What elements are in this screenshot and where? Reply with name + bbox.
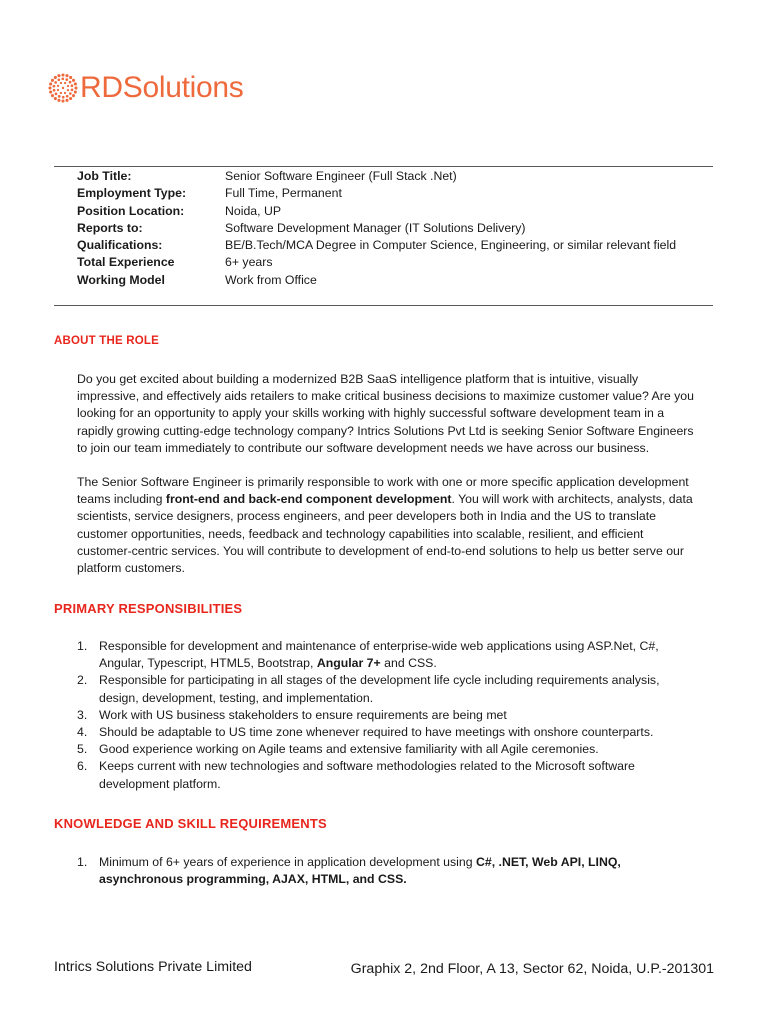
logo-dot: [53, 85, 56, 88]
list-line: [99, 655, 717, 672]
detail-value: 6+ years: [225, 255, 273, 270]
paragraph-line: looking for an opportunity to apply your skills working with highly successful software development team in a: [77, 406, 665, 421]
list-line: development platform.: [99, 776, 221, 791]
logo-dot: [57, 99, 60, 102]
detail-value: Noida, UP: [225, 203, 282, 218]
detail-label: Position Location:: [77, 203, 185, 218]
logo-dot: [61, 73, 64, 76]
logo-dot: [54, 81, 57, 84]
detail-value: BE/B.Tech/MCA Degree in Computer Science, Engineering, or similar relevant field: [225, 238, 677, 253]
list-bold-text: Angular 7+: [316, 656, 381, 671]
logo-dot: [51, 94, 54, 97]
logo-dot: [61, 99, 64, 102]
list-number: 3.: [77, 707, 88, 722]
list-bold-text: asynchronous programming, AJAX, HTML, and CSS.: [99, 872, 407, 887]
list-text: Work with US business stakeholders to ensure requirements are being met: [99, 707, 507, 722]
list-item: [77, 741, 717, 758]
paragraph-line: to join our team immediately to contribute our software development needs we have across our business.: [77, 440, 650, 455]
paragraph-line: customer-centric services. You will contribute to development of end-to-end solutions to help us better serve our: [77, 543, 684, 558]
paragraph-line: The Senior Software Engineer is primarily responsible to work with one or more specific application development: [77, 475, 689, 489]
list-item: [77, 707, 717, 724]
logo-dot: [60, 92, 62, 94]
detail-label: Employment Type:: [77, 186, 187, 201]
footer-address: Graphix 2, 2nd Floor, A 13, Sector 62, Noida, U.P.-201301: [350, 961, 714, 977]
detail-row-qualifications: [77, 237, 717, 254]
list-text: [99, 672, 717, 706]
dotted-circle-logo-icon: [48, 73, 78, 103]
detail-label: Reports to:: [77, 220, 143, 235]
logo-dot: [61, 77, 64, 80]
top-divider: [54, 166, 713, 167]
about-paragraph-2: [77, 474, 717, 577]
knowledge-requirements-list: [77, 854, 717, 888]
section-heading-about-the-role: ABOUT THE ROLE: [54, 335, 160, 347]
logo-dot: [64, 82, 66, 84]
logo-dot: [54, 76, 57, 79]
logo-dot: [71, 88, 74, 91]
logo-dot: [69, 92, 72, 95]
section-heading-knowledge-and-skill-requirements: KNOWLEDGE AND SKILL REQUIREMENTS: [54, 816, 327, 831]
logo-dot: [53, 89, 56, 92]
detail-label: Total Experience: [77, 255, 175, 270]
logo-dot: [65, 78, 68, 81]
logo-dot: [62, 96, 65, 99]
logo-brand: RDS: [80, 71, 143, 104]
logo-dot: [69, 97, 72, 100]
paragraph-line: rapidly growing cutting-edge technology company? Intrics Solutions Pvt Ltd is seeking Senior Software Engineers: [77, 423, 694, 438]
list-line: Responsible for participating in all stages of the development life cycle including requirements analysis,: [99, 673, 660, 688]
list-text: [99, 854, 717, 888]
list-text: [99, 638, 717, 672]
paragraph-line: platform customers.: [77, 561, 185, 576]
list-item: [77, 638, 717, 672]
logo-dot: [71, 84, 74, 87]
detail-value: Senior Software Engineer (Full Stack .Net): [225, 169, 457, 183]
detail-row-total-experience: [77, 254, 717, 271]
detail-value: Software Development Manager (IT Solutions Delivery): [225, 220, 526, 235]
detail-value: Full Time, Permanent: [225, 186, 342, 201]
detail-value: Work from Office: [225, 272, 317, 287]
list-text: Good experience working on Agile teams and extensive familiarity with all Agile ceremonies.: [99, 742, 599, 757]
logo-dot: [48, 86, 51, 89]
detail-row-job-title: [77, 168, 717, 185]
company-logo: [48, 70, 243, 106]
logo-dot: [57, 89, 59, 91]
logo-dot: [72, 94, 75, 97]
list-line-text: and CSS.: [380, 656, 437, 671]
list-line-text: Minimum of 6+ years of experience in application development using: [99, 855, 476, 869]
list-number: 1.: [77, 639, 88, 653]
primary-responsibilities-list: [77, 638, 717, 793]
logo-dot: [66, 95, 69, 98]
logo-dot: [65, 74, 68, 77]
paragraph-line: impressive, and effectively aids retailers to make critical business decisions to maximize customer value? Are you: [77, 389, 694, 404]
logo-suffix: olutions: [142, 71, 244, 104]
list-item: [77, 854, 717, 888]
list-item: [77, 724, 717, 741]
list-number: 5.: [77, 742, 88, 757]
list-number: 6.: [77, 759, 88, 774]
detail-row-employment-type: [77, 185, 717, 202]
list-bold-text: C#, .NET, Web API, LINQ,: [475, 855, 621, 869]
logo-dot: [57, 85, 59, 87]
bottom-divider: [54, 305, 713, 306]
list-number: 4.: [77, 725, 88, 740]
logo-dot: [72, 79, 75, 82]
paragraph-line: [77, 491, 717, 508]
list-line-text: Angular, Typescript, HTML5, Bootstrap,: [99, 656, 317, 671]
list-line: [99, 871, 717, 888]
detail-label: Job Title:: [77, 169, 132, 183]
footer-company-name: Intrics Solutions Private Limited: [54, 959, 252, 975]
logo-dot: [74, 90, 77, 93]
detail-row-reports-to: [77, 220, 717, 237]
logo-dot: [65, 99, 68, 102]
logo-dot: [69, 76, 72, 79]
detail-label: Qualifications:: [77, 238, 163, 253]
logo-dot: [67, 89, 69, 91]
job-details-table: [77, 168, 717, 289]
logo-dot: [74, 82, 77, 85]
logo-dot: [54, 97, 57, 100]
logo-dot: [57, 78, 60, 81]
logo-dot: [51, 79, 54, 82]
paragraph-line: scientists, service designers, process engineers, and peer developers both in India and the US to translate: [77, 509, 656, 524]
logo-dot: [69, 81, 72, 84]
logo-dot: [60, 82, 62, 84]
list-line: Keeps current with new technologies and software methodologies related to the Microsoft software: [99, 759, 635, 774]
paragraph-bold-text: front-end and back-end component development: [165, 492, 452, 507]
logo-dot: [62, 87, 64, 89]
logo-wordmark: [80, 70, 243, 106]
list-item: [77, 672, 717, 706]
list-text: Should be adaptable to US time zone whenever required to have meetings with onshore counterparts.: [99, 725, 654, 740]
list-number: 1.: [77, 855, 88, 869]
logo-dot: [49, 90, 52, 93]
logo-dot: [55, 93, 58, 96]
logo-dot: [74, 86, 77, 89]
section-heading-primary-responsibilities: PRIMARY RESPONSIBILITIES: [54, 601, 243, 616]
logo-dot: [49, 82, 52, 85]
paragraph-line: Do you get excited about building a modernized B2B SaaS intelligence platform that is intuitive, visually: [77, 372, 639, 386]
paragraph-text: teams including: [77, 492, 166, 507]
list-number: 2.: [77, 673, 88, 688]
paragraph-line: customer opportunities, needs, feedback and technology capabilities into scalable, resilient, and efficient: [77, 526, 644, 541]
list-item: [77, 758, 717, 792]
about-paragraph-1: [77, 371, 717, 457]
detail-label: Working Model: [77, 272, 165, 287]
paragraph-text: . You will work with architects, analysts, data: [451, 492, 693, 507]
list-text: [99, 758, 717, 792]
detail-row-working-model: [77, 272, 717, 289]
detail-row-position-location: [77, 203, 717, 220]
list-line: design, development, testing, and implementation.: [99, 690, 374, 705]
list-line: [99, 854, 717, 871]
logo-dot: [57, 74, 60, 77]
list-line: Responsible for development and maintenance of enterprise-wide web applications using ASP.Net, C#,: [99, 639, 659, 653]
logo-dot: [67, 85, 69, 87]
logo-dot: [58, 95, 61, 98]
logo-dot: [64, 92, 66, 94]
